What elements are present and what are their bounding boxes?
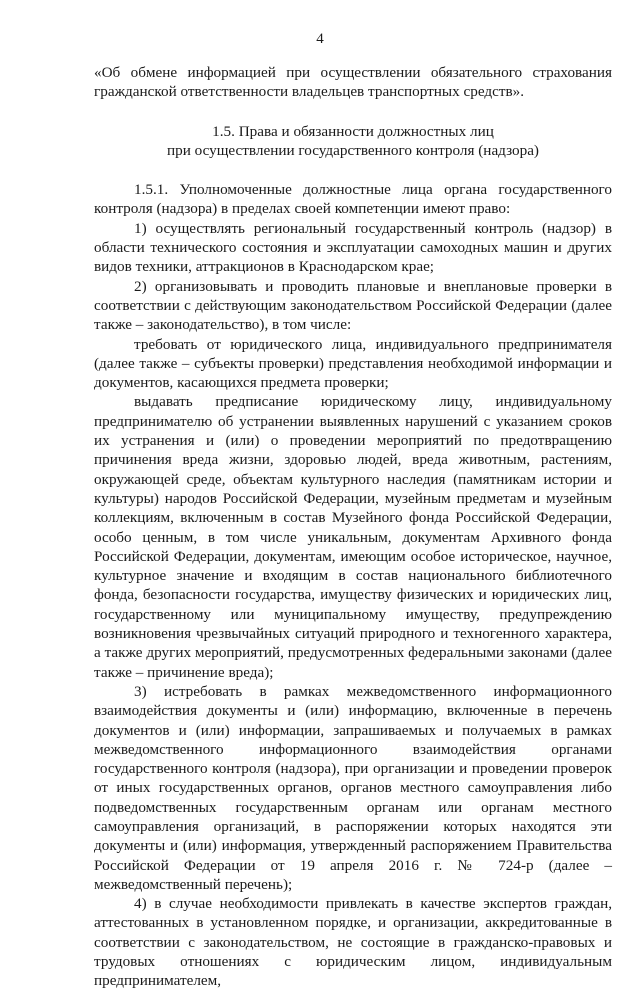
- paragraph-item-2: 2) организовывать и проводить плановые и внеплановые проверки в соответствии с действующим законодательством Российской Федерации (далее также – законодательство), в том числе:: [94, 277, 612, 334]
- paragraph-1-5-1: 1.5.1. Уполномоченные должностные лица органа государственного контроля (надзора) в пределах своей компетенции имеют право:: [94, 181, 612, 218]
- page-number: 4: [316, 31, 324, 47]
- document-body: [94, 63, 612, 991]
- paragraph-item-3: 3) истребовать в рамках межведомственного информационного взаимодействия документы и (или) информацию, включенные в перечень документов и (или) информации, запрашиваемых и получаемых в рамках межведомственного информационного взаимодействия органами государственного контроля (надзора), при организации и проведении проверок от иных государственных органов, органов местного самоуправления либо подведомственных государственным органам или органам местного самоуправления организаций, в распоряжении которых находятся эти документы и (или) информация, утвержденный распоряжением Правительства Российской Федерации от 19 апреля 2016 г. № 724-р (далее – межведомственный перечень);: [94, 682, 612, 893]
- section-heading-line-2: при осуществлении государственного контроля (надзора): [166, 141, 539, 159]
- paragraph-item-4: 4) в случае необходимости привлекать в качестве экспертов граждан, аттестованных в установленном порядке, и организации, аккредитованные в соответствии с законодательством, не состоящие в гражданско-правовых и трудовых отношениях с юридическим лицом, индивидуальным предпринимателем,: [94, 895, 612, 990]
- section-heading-line-1: 1.5. Права и обязанности должностных лиц: [212, 122, 494, 140]
- paragraph-item-1: 1) осуществлять региональный государственный контроль (надзор) в области технического состояния и эксплуатации самоходных машин и других видов техники, аттракционов в Краснодарском крае;: [94, 219, 612, 276]
- lead-text: «Об обмене информацией при осуществлении обязательного страхования гражданской ответственности владельцев транспортных средств».: [94, 64, 612, 101]
- paragraph-require-info: требовать от юридического лица, индивидуального предпринимателя (далее также – субъекты проверки) представления необходимой информации и документов, касающихся предмета проверки;: [94, 335, 612, 392]
- paragraph-issue-order: выдавать предписание юридическому лицу, индивидуальному предпринимателю об устранении выявленных нарушений с указанием сроков их устранения и (или) о проведении мероприятий по предотвращению причинения вреда жизни, здоровью людей, вреда животным, растениям, окружающей среде, объектам культурного наследия (памятникам истории и культуры) народов Российской Федерации, музейным предметам и музейным коллекциям, включенным в состав Музейного фонда Российской Федерации, особо ценным, в том числе уникальным, документам Архивного фонда Российской Федерации, документам, имеющим особое историческое, научное, культурное значение и входящим в состав национального библиотечного фонда, безопасности государства, имуществу физических и юридических лиц, государственному или муниципальному имуществу, предупреждению возникновения чрезвычайных ситуаций природного и техногенного характера, а также других мероприятий, предусмотренных федеральными законами (далее также – причинение вреда);: [94, 393, 612, 681]
- section-heading: [94, 122, 612, 161]
